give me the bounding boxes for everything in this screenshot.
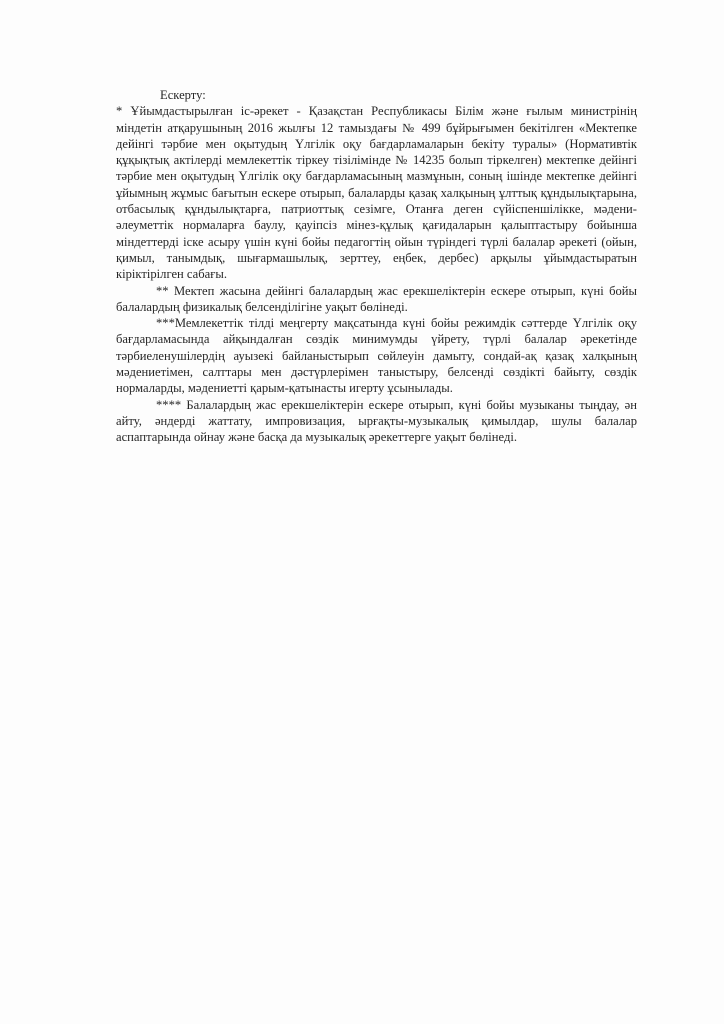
note-section [116, 87, 637, 446]
note-heading: Ескерту: [160, 88, 206, 102]
note-paragraph-2: ** Мектеп жасына дейінгі балалардың жас ерекшеліктерін ескере отырып, күні бойы балалардың физикалық белсенділігіне уақыт бөлінеді. [116, 283, 637, 314]
note-paragraph-1: * Ұйымдастырылған іс-әрекет - Қазақстан Республикасы Білім және ғылым министрінің міндетін атқарушының 2016 жылғы 12 тамыздағы № 499 бұйрығымен бекітілген «Мектепке дейінгі тәрбие мен оқытудың Үлгілік оқу бағдарламаларын бекіту туралы» (Нормативтік құқықтық актілерді мемлекеттік тіркеу тізілімінде № 14235 болып тіркелген) мектепке дейінгі тәрбие мен оқытудың Үлгілік оқу бағдарламасының мазмұнын, соның ішінде мектепке дейінгі ұйымның жұмыс бағытын ескере отырып, балаларды қазақ халқының ұлттық құндылықтарына, отбасылық құндылықтарға, патриоттық сезімге, Отанға деген сүйіспеншілікке, мәдени- әлеуметтік нормаларға баулу, қауіпсіз мінез-құлық қағидаларын қалыптастыру бойынша міндеттерді іске асыру үшін күні бойы педагогтің ойын түріндегі түрлі балалар әрекеті (ойын, қимыл, танымдық, шығармашылық, зерттеу, еңбек, дербес) арқылы ұйымдастыратын кіріктірілген сабағы. [116, 104, 637, 282]
note-paragraph-4: **** Балалардың жас ерекшеліктерін ескере отырып, күні бойы музыканы тыңдау, ән айту, әндерді жаттату, импровизация, ырғақты-музыкалық қимылдар, шулы балалар аспаптарында ойнау және басқа да музыкалық әрекеттерге уақыт бөлінеді. [116, 397, 637, 445]
note-paragraph-3: ***Мемлекеттік тілді меңгерту мақсатында күні бойы режимдік сәттерде Үлгілік оқу бағдарламасында айқындалған сөздік минимумды үйрету, түрлі балалар әрекетінде тәрбиеленушілердің ауызекі байланыстырып сөйлеуін дамыту, сондай-ақ қазақ халқының мәдениетімен, салттары мен дәстүрлерімен таныстыру, белсенді сөздікті байыту, сөздік нормаларды, мәдениетті қарым-қатынасты игерту ұсынылады. [116, 316, 637, 396]
